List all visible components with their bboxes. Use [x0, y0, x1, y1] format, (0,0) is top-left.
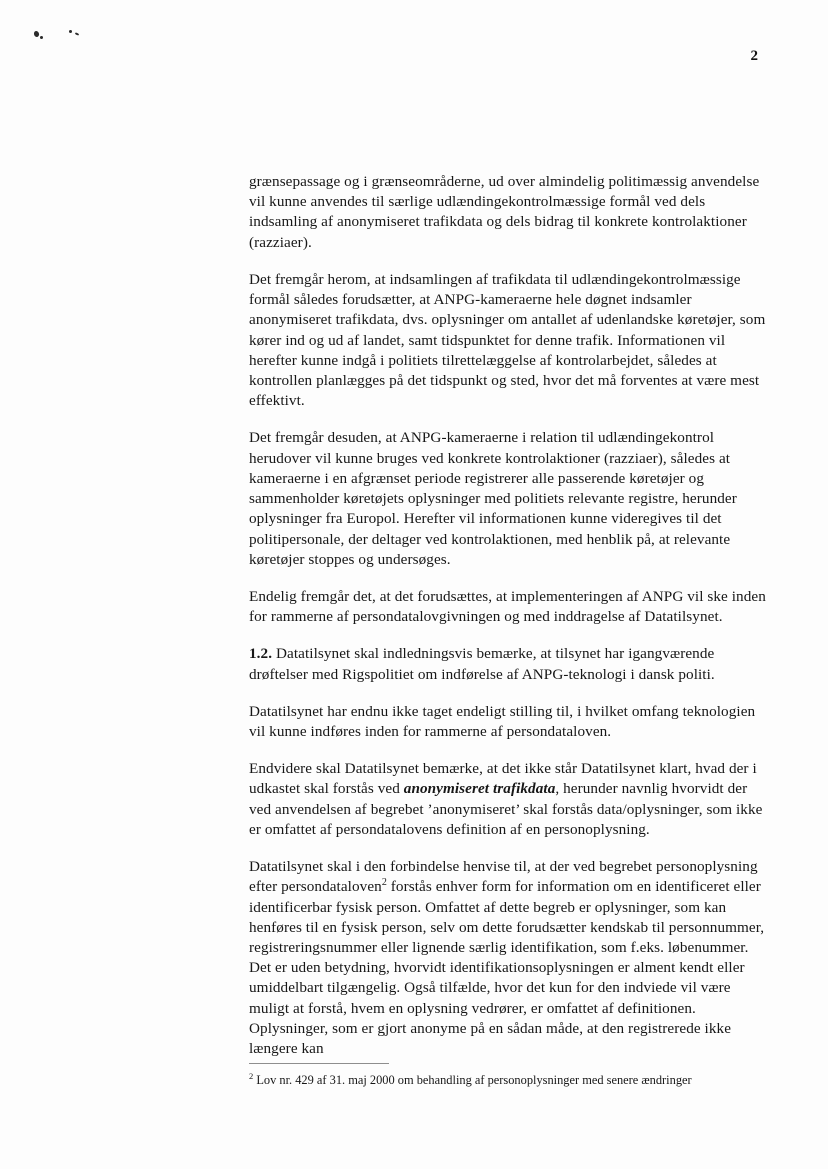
paragraph: Datatilsynet har endnu ikke taget endeligt stilling til, i hvilket omfang teknologien vil kunne indføres inden for rammerne af persondataloven. — [249, 702, 756, 741]
page-number: 2 — [750, 48, 758, 64]
text-before-footnote-ref: Datatilsynet skal i den forbindelse henvise til, at der ved begrebet personoplysning efter persondataloven — [249, 858, 758, 896]
text-after-emphasis: , herunder navnlig hvorvidt der ved anvendelsen af begrebet ’anonymiseret’ skal forstås data/oplysninger, som ikke er omfattet af persondatalovens definition af en personoplysning. — [249, 780, 763, 838]
section-text: Datatilsynet skal indledningsvis bemærke, at tilsynet har igangværende drøftelser med Rigspolitiet om indførelse af ANPG-teknologi i dansk politi. — [249, 645, 715, 683]
text-before-emphasis: Endvidere skal Datatilsynet bemærke, at det ikke står Datatilsynet klart, hvad der i udkastet skal forstås ved — [249, 760, 757, 798]
text-after-footnote-ref: forstås enhver form for information om en identificeret eller identificerbar fysisk person. Omfattet af dette begreb er oplysninger, som kan henføres til en fysisk person, selv om dette forudsætter kendskab til personnummer, registreringsnummer eller lignende særlig identifikation, som f.eks. løbenummer. Det er uden betydning, hvorvidt identifikationsoplysningen er alment kendt eller umiddelbart tilgængelig. Også tilfælde, hvor det kun for den indviede vil være muligt at forstå, hvem en oplysning vedrører, er omfattet af definitionen. Oplysninger, som er gjort anonyme på en sådan måde, at den registrerede ikke længere kan — [249, 878, 765, 1058]
paragraph: grænsepassage og i grænseområderne, ud over almindelig politimæssig anvendelse vil kunne anvendes til særlige udlændingekontrolmæssige formål ved dels indsamling af anonymiseret trafikdata og dels bidrag til konkrete kontrolaktioner (razziaer). — [249, 173, 760, 251]
paragraph: Det fremgår desuden, at ANPG-kameraerne i relation til udlændingekontrol herudover vil kunne bruges ved konkrete kontrolaktioner (razziaer), således at kameraerne i en afgrænset periode registrerer alle passerende køretøjer og sammenholder køretøjets oplysninger med politiets relevante registre, herunder oplysninger fra Europol. Herefter vil informationen kunne videregives til det politipersonale, der deltager ved kontrolaktionen, med henblik på, at relevante køretøjer stoppes og undersøges. — [249, 429, 737, 568]
footnote — [249, 1072, 768, 1088]
paragraph-with-emphasis — [249, 759, 768, 840]
paragraph-with-footnote-ref — [249, 857, 768, 1059]
emphasized-term: anonymiseret trafikdata — [403, 780, 556, 798]
numbered-paragraph — [249, 644, 768, 684]
footnote-text: Lov nr. 429 af 31. maj 2000 om behandling af personoplysninger med senere ændringer — [253, 1073, 692, 1087]
paragraph: Det fremgår herom, at indsamlingen af trafikdata til udlændingekontrolmæssige formål således forudsætter, at ANPG-kameraerne hele døgnet indsamler anonymiseret trafikdata, dvs. oplysninger om antallet af udenlandske køretøjer, som kører ind og ud af landet, samt tidspunktet for denne trafik. Informationen vil herefter kunne indgå i politiets tilrettelæggelse af kontrolarbejdet, således at kontrollen planlægges på det tidspunkt og sted, hvor det må forventes at være mest effektivt. — [249, 270, 766, 410]
footnote-reference[interactable]: 2 — [381, 877, 387, 889]
document-body — [249, 172, 768, 1059]
section-number: 1.2. — [249, 645, 273, 663]
footnote-separator — [249, 1063, 389, 1064]
footnote-marker: 2 — [249, 1070, 254, 1081]
paragraph: Endelig fremgår det, at det forudsættes, at implementeringen af ANPG vil ske inden for rammerne af persondatalovgivningen og med inddragelse af Datatilsynet. — [249, 587, 766, 626]
scan-artifact-marks — [34, 28, 104, 42]
